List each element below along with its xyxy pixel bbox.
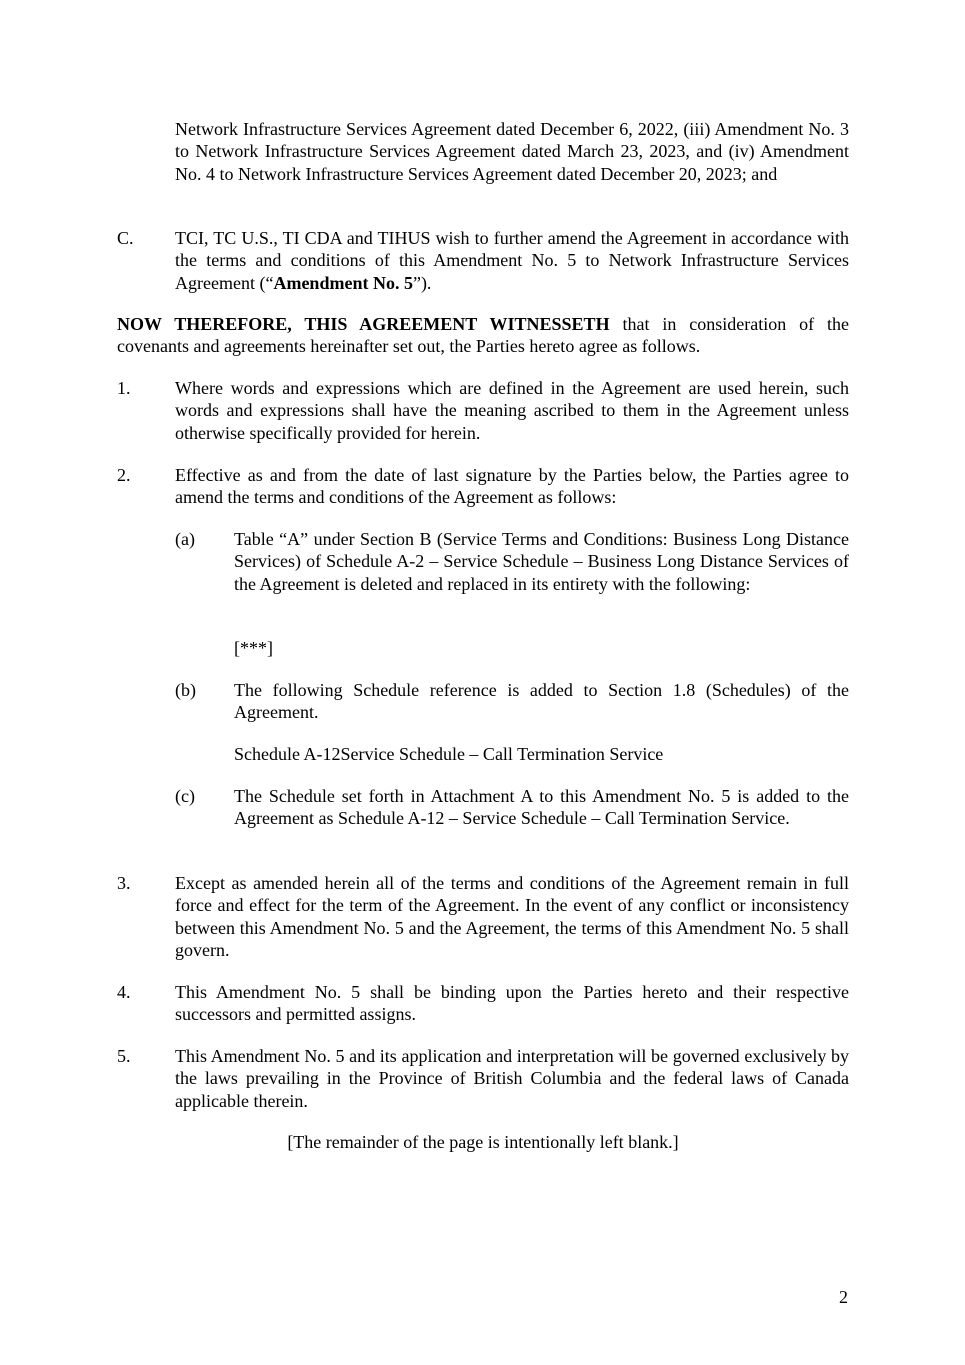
page-number: 2 xyxy=(839,1287,848,1307)
witnesseth-text: that in consideration of the covenants and agreements hereinafter set out, the Parties hereto agree as follows. xyxy=(117,314,850,357)
subclause-text: Table “A” under Section B (Service Terms and Conditions: Business Long Distance Services) of Schedule A-2 – Service Schedule – Business Long Distance Services of the Agreement is deleted and replaced in its entirety with the following: xyxy=(234,529,849,594)
witnesseth-heading: NOW THEREFORE, THIS AGREEMENT WITNESSETH xyxy=(117,314,610,334)
subclause-label: (a) xyxy=(175,529,195,549)
clause-number: 5. xyxy=(117,1046,131,1066)
clause-text: This Amendment No. 5 shall be binding upon the Parties hereto and their respective successors and permitted assigns. xyxy=(175,982,849,1025)
blank-notice: [The remainder of the page is intentionally left blank.] xyxy=(287,1132,679,1152)
recital-c-pre: TCI, TC U.S., TI CDA and TIHUS wish to further amend the Agreement in accordance with the terms and conditions of this Amendment No. 5 to Network Infrastructure Services Agreement (“ xyxy=(175,228,849,293)
clause-number: 3. xyxy=(117,873,131,893)
clause-text: This Amendment No. 5 and its application and interpretation will be governed exclusively by the laws prevailing in the Province of British Columbia and the federal laws of Canada applicable therein. xyxy=(175,1046,849,1111)
subclause-label: (b) xyxy=(175,680,196,700)
subclause-text: The following Schedule reference is added to Section 1.8 (Schedules) of the Agreement. xyxy=(234,680,849,723)
clause-text: Where words and expressions which are defined in the Agreement are used herein, such words and expressions shall have the meaning ascribed to them in the Agreement unless otherwise specifically provided for herein. xyxy=(175,378,849,443)
clause-number: 4. xyxy=(117,982,131,1002)
recital-c-text xyxy=(175,227,849,294)
redacted-marker: [***] xyxy=(234,638,273,658)
recital-c-label: C. xyxy=(117,228,134,248)
recital-b-continuation: Network Infrastructure Services Agreement dated December 6, 2022, (iii) Amendment No. 3 to Network Infrastructure Services Agreement dated March 23, 2023, and (iv) Amendment No. 4 to Network Infrastructure Services Agreement dated December 20, 2023; and xyxy=(175,119,849,184)
clause-number: 1. xyxy=(117,378,131,398)
schedule-reference: Schedule A-12Service Schedule – Call Termination Service xyxy=(234,744,664,764)
clause-text: Effective as and from the date of last signature by the Parties below, the Parties agree to amend the terms and conditions of the Agreement as follows: xyxy=(175,465,849,508)
witnesseth-paragraph xyxy=(117,313,849,358)
defined-term: Amendment No. 5 xyxy=(273,272,413,293)
clause-number: 2. xyxy=(117,465,131,485)
subclause-text: The Schedule set forth in Attachment A to this Amendment No. 5 is added to the Agreement as Schedule A-12 – Service Schedule – Call Termination Service. xyxy=(234,786,849,829)
subclause-label: (c) xyxy=(175,786,195,806)
clause-text: Except as amended herein all of the terms and conditions of the Agreement remain in full force and effect for the term of the Agreement. In the event of any conflict or inconsistency between this Amendment No. 5 and the Agreement, the terms of this Amendment No. 5 shall govern. xyxy=(175,873,849,961)
recital-c-post: ”). xyxy=(412,272,432,293)
